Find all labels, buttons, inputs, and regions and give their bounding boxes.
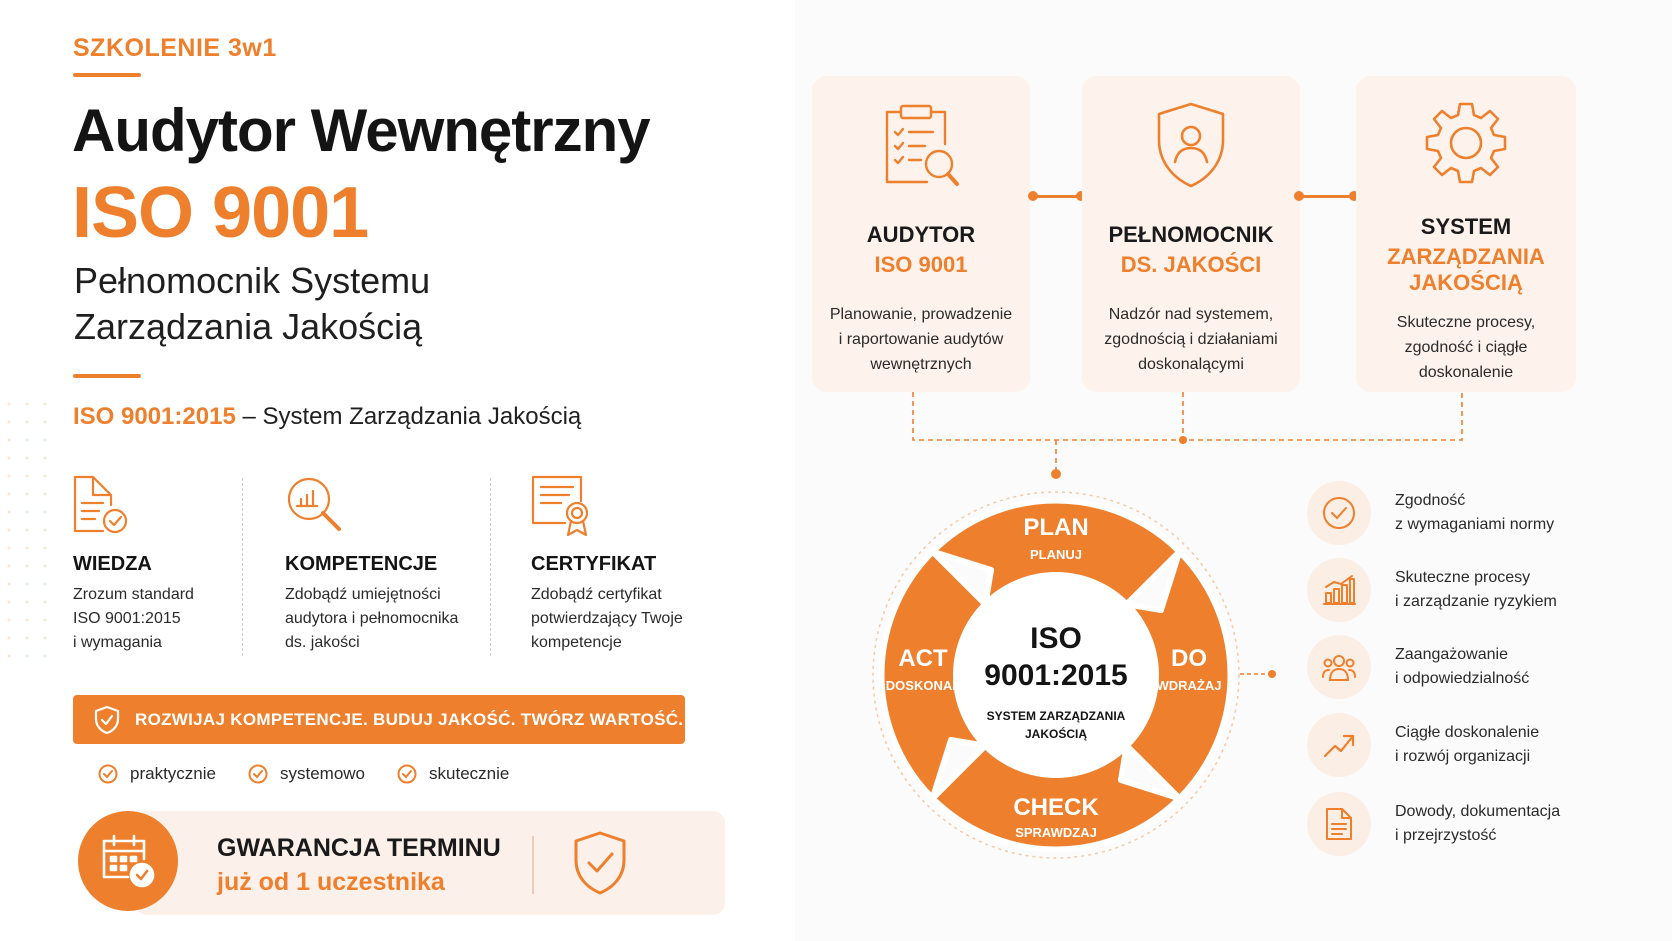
role-card-system — [1356, 76, 1576, 392]
pdca-do-sub: WDRAŻAJ — [1156, 678, 1222, 693]
calendar-check-icon — [100, 833, 156, 889]
slogan-banner — [73, 695, 685, 744]
role-card-representative — [1082, 76, 1300, 392]
check-circle-icon — [98, 764, 118, 784]
slogan-text: ROZWIJAJ KOMPETENCJE. BUDUJ JAKOŚĆ. TWÓRZ WARTOŚĆ. — [135, 709, 684, 729]
pdca-act-sub: DOSKONAL — [885, 678, 961, 693]
guarantee-badge — [78, 811, 178, 911]
pdca-center-caption: SYSTEM ZARZĄDZANIA — [986, 709, 1126, 723]
shield-person-icon — [1082, 100, 1300, 194]
check-item: praktycznie — [98, 764, 216, 784]
divider — [532, 836, 534, 894]
check-item: skutecznie — [397, 764, 509, 784]
benefit-text: Zaangażowanie i odpowiedzialność — [1395, 646, 1530, 687]
gear-icon — [1356, 100, 1576, 194]
document-check-icon — [73, 475, 273, 537]
subtitle-line-2: Zarządzania Jakością — [74, 306, 423, 347]
guarantee-box — [135, 811, 725, 915]
pdca-plan-sub: PLANUJ — [1029, 547, 1083, 562]
role-card-auditor — [812, 76, 1030, 392]
cycle-benefits-connector — [1240, 664, 1280, 684]
eyebrow-label: SZKOLENIE 3w1 — [73, 34, 277, 62]
benefit-text: Ciągłe doskonalenie i rozwój organizacji — [1395, 724, 1540, 765]
guarantee-title: GWARANCJA TERMINU — [217, 834, 501, 862]
feature-description: Zdobądź certyfikat potwierdzający Twoje kompetencje — [531, 586, 683, 651]
feature-title: CERTYFIKAT — [531, 553, 657, 575]
benefit-item — [1307, 635, 1529, 699]
people-icon — [1307, 635, 1371, 699]
check-circle-icon — [397, 764, 417, 784]
pdca-plan-label: PLAN — [1023, 514, 1089, 541]
pdca-act-label: ACT — [898, 645, 948, 672]
benefit-item — [1307, 713, 1539, 777]
shield-check-icon — [572, 830, 628, 901]
connector-dot — [1028, 191, 1038, 201]
accent-rule — [73, 374, 141, 378]
card-title: SYSTEM — [1420, 214, 1512, 239]
pdca-cycle — [856, 475, 1256, 875]
benefit-text: Dowody, dokumentacja i przejrzystość — [1395, 803, 1561, 844]
dashed-connectors — [900, 392, 1470, 482]
pdca-check-sub: SPRAWDZAJ — [1015, 825, 1097, 840]
check-item: systemowo — [248, 764, 365, 784]
pdca-center-title-2: 9001:2015 — [984, 659, 1128, 692]
bar-chart-icon — [1307, 558, 1371, 622]
pdca-do-label: DO — [1171, 645, 1207, 672]
standard-code: ISO 9001:2015 — [73, 403, 236, 430]
card-title-highlight: ISO 9001 — [874, 252, 968, 277]
card-title: PEŁNOMOCNIK — [1108, 222, 1274, 247]
card-title-highlight: JAKOŚCIĄ — [1409, 270, 1523, 295]
card-title-highlight: ZARZĄDZANIA — [1387, 244, 1545, 269]
feature-wiedza — [73, 475, 273, 655]
document-icon — [1307, 792, 1371, 856]
decorative-dots — [0, 395, 60, 665]
benefit-text: Skuteczne procesy i zarządzanie ryzykiem — [1395, 569, 1557, 610]
card-title: AUDYTOR — [866, 222, 976, 247]
feature-title: WIEDZA — [73, 553, 152, 575]
card-description: Skuteczne procesy, zgodność i ciągłe doskonalenie — [1396, 314, 1536, 381]
check-list — [98, 764, 541, 784]
card-title-highlight: DS. JAKOŚCI — [1120, 252, 1262, 277]
guarantee-subtitle: już od 1 uczestnika — [217, 868, 445, 896]
page-subtitle — [74, 258, 430, 350]
connector-line — [1034, 195, 1082, 198]
benefit-item — [1307, 481, 1554, 545]
benefit-item — [1307, 558, 1557, 622]
standard-line — [73, 403, 581, 431]
connector-line — [1300, 195, 1354, 198]
divider — [490, 478, 491, 656]
pdca-center-caption-2: JAKOŚCIĄ — [1024, 727, 1088, 741]
feature-description: Zdobądź umiejętności audytora i pełnomocnika ds. jakości — [285, 586, 459, 651]
page-title: Audytor Wewnętrzny — [72, 97, 650, 164]
pdca-center-title: ISO — [1030, 622, 1082, 655]
feature-title: KOMPETENCJE — [285, 553, 438, 575]
accent-rule — [73, 73, 141, 77]
feature-description: Zrozum standard ISO 9001:2015 i wymagania — [73, 586, 194, 651]
page-title-highlight: ISO 9001 — [72, 173, 369, 253]
standard-name: – System Zarządzania Jakością — [235, 403, 582, 430]
check-circle-icon — [248, 764, 268, 784]
benefit-text: Zgodność z wymaganiami normy — [1395, 492, 1555, 533]
magnifier-chart-icon — [285, 475, 485, 537]
pdca-check-label: CHECK — [1013, 794, 1099, 821]
feature-certyfikat — [531, 475, 731, 655]
feature-kompetencje — [285, 475, 485, 655]
clipboard-search-icon — [812, 100, 1030, 194]
card-description: Planowanie, prowadzenie i raportowanie audytów wewnętrznych — [829, 306, 1013, 373]
shield-check-icon — [93, 705, 121, 735]
connector-dot — [1294, 191, 1304, 201]
check-circle-icon — [1307, 481, 1371, 545]
benefit-item — [1307, 792, 1560, 856]
card-description: Nadzór nad systemem, zgodnością i działaniami doskonalącymi — [1104, 306, 1278, 373]
trend-up-icon — [1307, 713, 1371, 777]
divider — [242, 478, 243, 656]
subtitle-line-1: Pełnomocnik Systemu — [74, 260, 431, 301]
certificate-icon — [531, 475, 731, 537]
